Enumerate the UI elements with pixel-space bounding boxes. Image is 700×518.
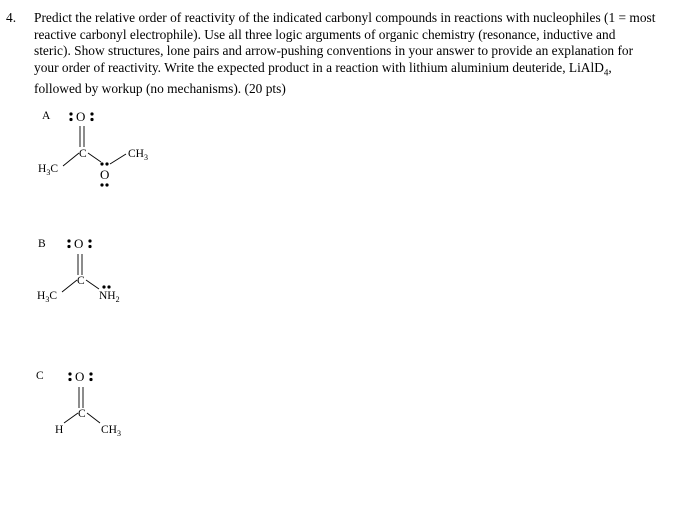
- ch-text: CH: [101, 424, 117, 436]
- methyl-sub: 3: [46, 168, 51, 177]
- question-line: steric). Show structures, lone pairs and arrow-pushing conventions in your answer to provide an explanation for: [34, 43, 634, 59]
- single-bond-line: [64, 413, 78, 423]
- ch3-sub: 3: [116, 429, 121, 438]
- question-line-text: your order of reactivity. Write the expected product in a reaction with lithium aluminium deuteride, LiAlD: [34, 59, 604, 75]
- question-number: 4.: [6, 10, 17, 25]
- question-subscript: 4: [603, 67, 609, 78]
- carbonyl-oxygen: O: [75, 369, 85, 384]
- methyl-c: C: [49, 290, 57, 302]
- ester-oxygen: O: [100, 167, 110, 182]
- carbonyl-oxygen: O: [76, 109, 86, 124]
- carbonyl-oxygen: O: [74, 236, 84, 251]
- carbonyl-carbon: C: [78, 408, 86, 420]
- question-line: followed by workup (no mechanisms). (20 pts): [34, 81, 286, 97]
- methyl-h: H: [38, 163, 47, 175]
- nh-text: NH: [99, 290, 116, 302]
- structure-a-label: A: [42, 110, 51, 122]
- structure-c-label: C: [36, 370, 44, 382]
- ch-text: CH: [128, 148, 144, 160]
- methyl-h: H: [37, 290, 46, 302]
- structure-b-label: B: [38, 238, 46, 250]
- single-bond-line: [87, 413, 100, 423]
- question-line: reactive carbonyl electrophile). Use all three logic arguments of organic chemistry (resonance, inductive and: [34, 26, 616, 42]
- carbonyl-carbon: C: [77, 275, 85, 287]
- ch3-sub: 3: [143, 153, 148, 162]
- methyl-sub: 3: [45, 295, 50, 304]
- nh2-sub: 2: [115, 295, 120, 304]
- methyl-group: [101, 424, 121, 438]
- question-line-suffix: ,: [608, 59, 612, 75]
- aldehyde-hydrogen: H: [55, 424, 64, 436]
- carbonyl-carbon: C: [79, 148, 87, 160]
- methyl-c: C: [50, 163, 58, 175]
- question-line: Predict the relative order of reactivity of the indicated carbonyl compounds in reactions with nucleophiles (1 = most: [34, 10, 656, 25]
